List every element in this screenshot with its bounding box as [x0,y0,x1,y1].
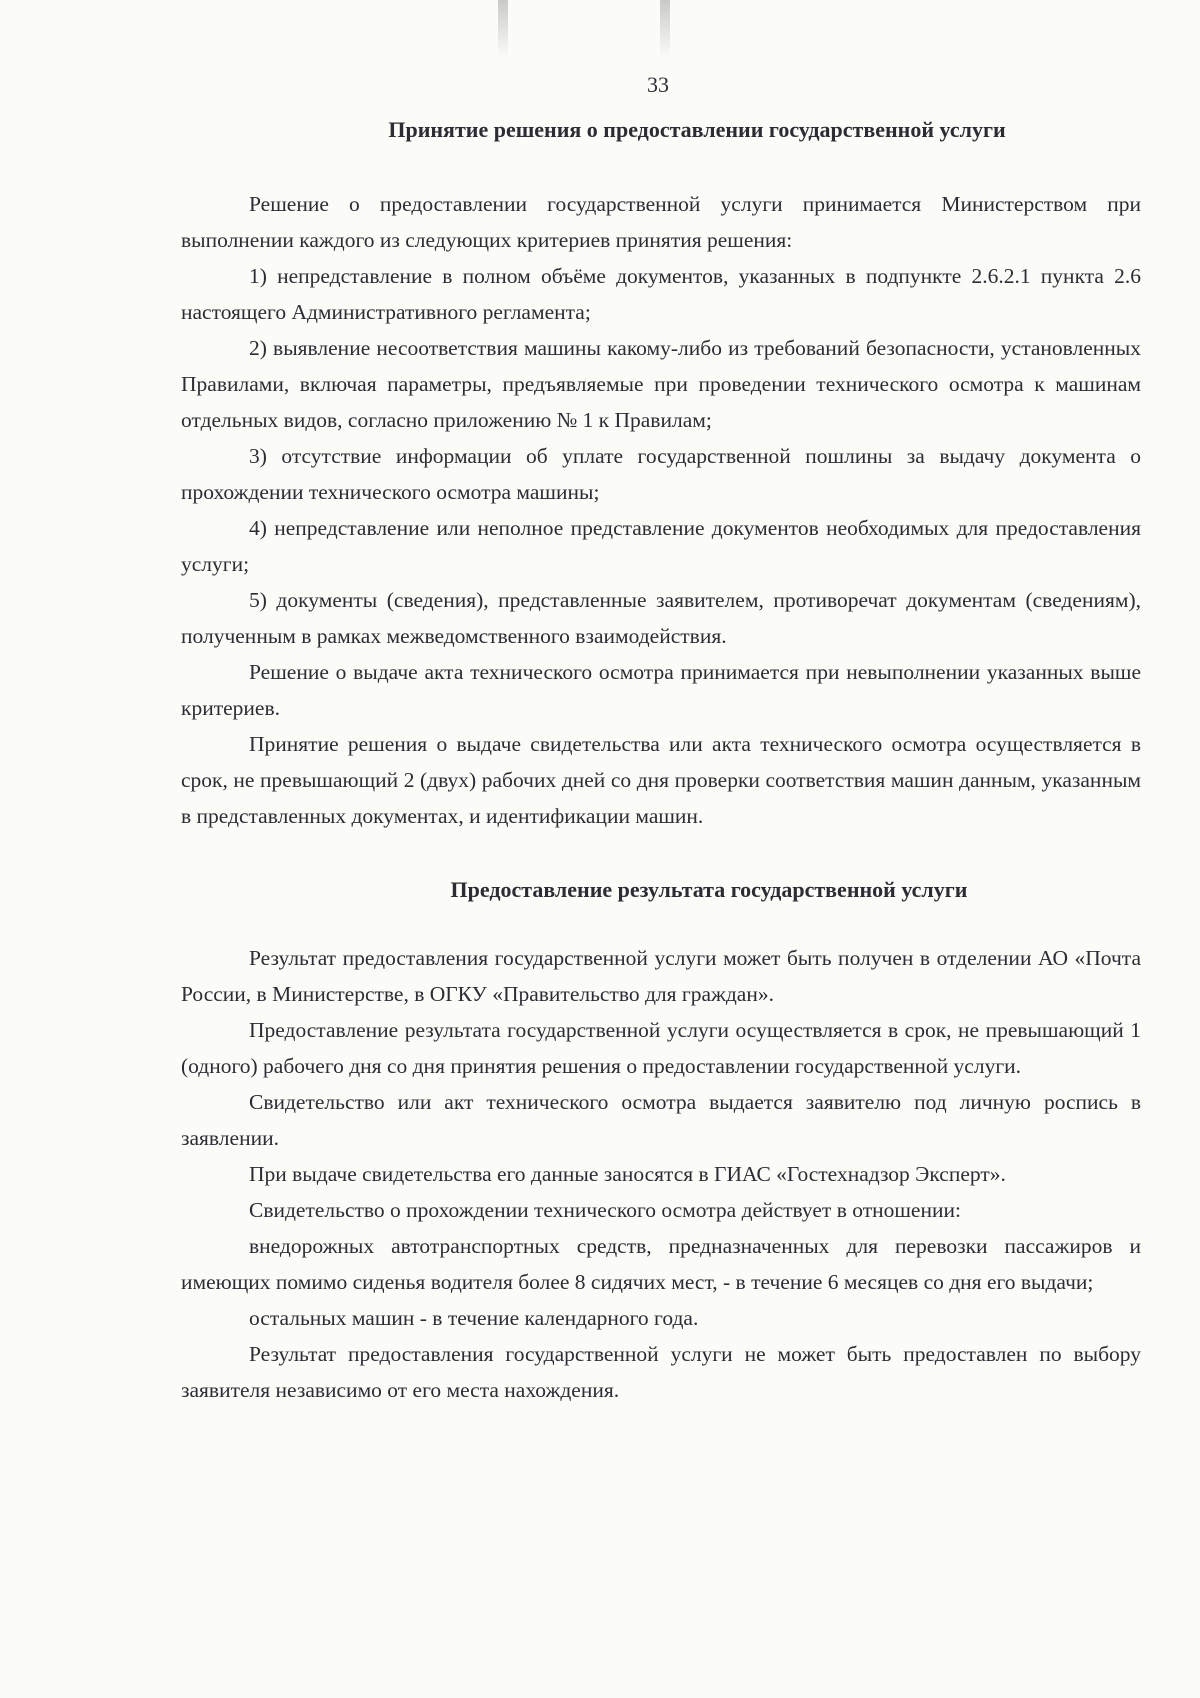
list-item: 5) документы (сведения), представленные заявителем, противоречат документам (сведениям), полученным в рамках межведомственного взаимодействия. [181,588,1141,648]
scan-artifact [498,0,508,58]
list-item: 3) отсутствие информации об уплате государственной пошлины за выдачу документа о прохождении технического осмотра машины; [181,444,1141,504]
paragraph: внедорожных автотранспортных средств, предназначенных для перевозки пассажиров и имеющих помимо сиденья водителя более 8 сидячих мест, - в течение 6 месяцев со дня его выдачи; [181,1234,1141,1294]
section-heading: Предоставление результата государственной услуги [450,877,968,902]
section-heading: Принятие решения о предоставлении государственной услуги [388,117,1006,142]
paragraph: Решение о выдаче акта технического осмотра принимается при невыполнении указанных выше критериев. [181,660,1141,720]
paragraph: Решение о предоставлении государственной услуги принимается Министерством при выполнении каждого из следующих критериев принятия решения: [181,192,1141,252]
list-item: 4) непредставление или неполное представление документов необходимых для предоставления услуги; [181,516,1141,576]
paragraph: Свидетельство или акт технического осмотра выдается заявителю под личную роспись в заявлении. [181,1090,1141,1150]
document-body [181,112,1141,1408]
scan-artifact [660,0,670,58]
paragraph: Результат предоставления государственной услуги не может быть предоставлен по выбору заявителя независимо от его места нахождения. [181,1342,1141,1402]
paragraph: Результат предоставления государственной услуги может быть получен в отделении АО «Почта России, в Министерстве, в ОГКУ «Правительство для граждан». [181,946,1141,1006]
paragraph: Свидетельство о прохождении технического осмотра действует в отношении: [249,1198,961,1222]
paragraph: При выдаче свидетельства его данные заносятся в ГИАС «Гостехнадзор Эксперт». [249,1162,1006,1186]
list-item: 1) непредставление в полном объёме документов, указанных в подпункте 2.6.2.1 пункта 2.6 настоящего Административного регламента; [181,264,1141,324]
paragraph: Предоставление результата государственной услуги осуществляется в срок, не превышающий 1 (одного) рабочего дня со дня принятия решения о предоставлении государственной услуги. [181,1018,1141,1078]
list-item: 2) выявление несоответствия машины какому-либо из требований безопасности, установленных Правилами, включая параметры, предъявляемые при проведении технического осмотра к машинам отдельных видов, согласно приложению № 1 к Правилам; [181,336,1141,432]
page-number: 33 [647,72,669,97]
paragraph: остальных машин - в течение календарного года. [249,1306,699,1330]
paragraph: Принятие решения о выдаче свидетельства или акта технического осмотра осуществляется в срок, не превышающий 2 (двух) рабочих дней со дня проверки соответствия машин данным, указанным в представленных документах, и идентификации машин. [181,732,1141,828]
